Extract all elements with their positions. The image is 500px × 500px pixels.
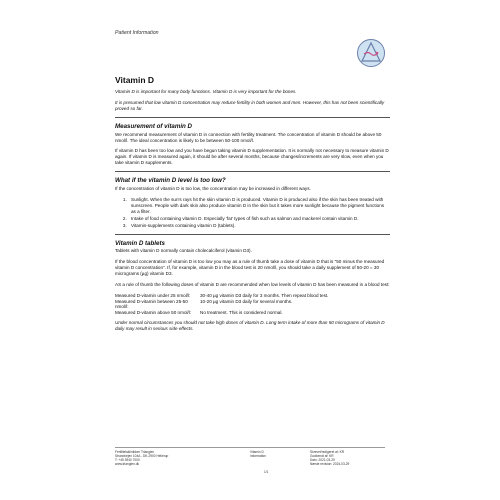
section-divider <box>115 171 390 172</box>
section-divider <box>115 117 390 118</box>
numbered-list <box>115 197 390 229</box>
table-cell-dose: No treatment. This is considered normal. <box>200 309 283 315</box>
body-paragraph: If the blood concentration of vitamin D is too low you may as a rule of thumb take a dose of vitamin D that is "50 minus the measured vitamin D concentration". If, for example, vitamin D in the blood test is 20 nmol/l, you should take a daily supplement of 50-20 = 30 micrograms (µg) vitamin D3. <box>115 259 385 277</box>
header-label: Patient Information <box>115 30 159 36</box>
body-paragraph: We recommend measurement of vitamin D in connection with fertility treatment. The concentration of vitamin D should be above 50 nmol/l. The ideal concentration is likely to be between 50-100 nmol/l. <box>115 131 382 143</box>
dose-table <box>115 293 390 315</box>
page-number: 1/1 <box>264 470 269 474</box>
section-heading: Vitamin D tablets <box>115 239 165 247</box>
table-cell-measured: Measured D-vitamin above 50 nmol/l: <box>115 309 192 315</box>
list-item: 1. Sunlight. When the sun's rays hit the skin vitamin D is produced. Vitamin D is produced also if the skin has been treated with sunscreen. People with dark skin also produce vitamin D in the skin but it takes more sunlight because the pigment functions as a filter. <box>128 197 390 215</box>
table-cell-dose: 30-40 µg vitamin D3 daily for 3 months. Then repeat blood test. <box>200 292 329 298</box>
intro-paragraph: Vitamin D is important for many body functions. Vitamin D is very important for the bones. <box>115 89 297 94</box>
section-heading: What if the vitamin D level is too low? <box>115 177 226 185</box>
footer-line: Vitamin D <box>250 450 264 454</box>
footer-divider <box>115 447 385 448</box>
footer-line: Fertilitetsklinikken Trianglen <box>115 450 155 454</box>
page-title: Vitamin D <box>115 75 155 85</box>
table-row <box>115 310 390 316</box>
footer-line: www.trianglen.dk <box>115 462 140 467</box>
list-item: 3. Vitamin-supplements containing vitamin D (tablets). <box>128 223 390 229</box>
footer-clinic-info <box>115 450 215 466</box>
body-paragraph: Tablets with vitamin D normally contain cholecalciferol (vitamin D3). <box>115 248 252 254</box>
body-paragraph: If the concentration of vitamin D is too low, the concentration may be increased in different ways. <box>115 186 311 192</box>
table-cell-measured: Measured D-vitamin between 25-50 nmol/l: <box>115 298 188 310</box>
intro-paragraph: It is presumed that low vitamin D concentration may reduce fertility in both women and men. However, this has not been scientifically proved so far. <box>115 99 385 111</box>
clinic-logo <box>356 38 386 68</box>
footer-line: Strandvejen 104A - DK-2900 Hellerup <box>115 454 169 459</box>
footer-line: Skrevet/redigeret af: KR <box>310 450 345 454</box>
footer-revision-info <box>310 450 385 466</box>
table-cell-dose: 10-20 µg vitamin D3 daily for several months. <box>200 298 293 304</box>
section-heading: Measurement of vitamin D <box>115 122 193 130</box>
footer-document-info <box>250 450 310 458</box>
body-paragraph: AS a rule of thumb the following doses of vitamin D are recommended when low levels of vitamin D has been measured in a blood test: <box>115 282 390 288</box>
footer-line: Information <box>250 454 266 459</box>
body-paragraph: If vitamin D has been too low and you have begun taking vitamin D supplementation. It is normally not necessary to measure vitamin D again. If vitamin D is measured again, it should be after several months, because changes/increments are very slow, even when you take vitamin D supplements. <box>115 148 389 166</box>
document-body <box>115 89 390 337</box>
footer-line: Næste revision: 2024-03-29 <box>310 462 350 467</box>
list-item: 2. Intake of food containing vitamin D. Especially 'fat' types of fish such as salmon and mackerel contain vitamin D. <box>128 216 390 222</box>
footer-line: Dato: 2021-03-29 <box>310 458 335 463</box>
section-divider <box>115 234 390 235</box>
warning-paragraph: Under normal circumstances you should not take high doses of vitamin D. Long term intake of more than 50 micrograms of vitamin D daily may result in serious side effects. <box>115 320 385 332</box>
table-cell-measured: Measured D-vitamin under 25 nmol/l: <box>115 292 191 298</box>
table-row <box>115 299 390 310</box>
footer-line: Godkendt af: KR <box>310 454 334 459</box>
footer-line: T: +45 3940 7000 <box>115 458 140 463</box>
